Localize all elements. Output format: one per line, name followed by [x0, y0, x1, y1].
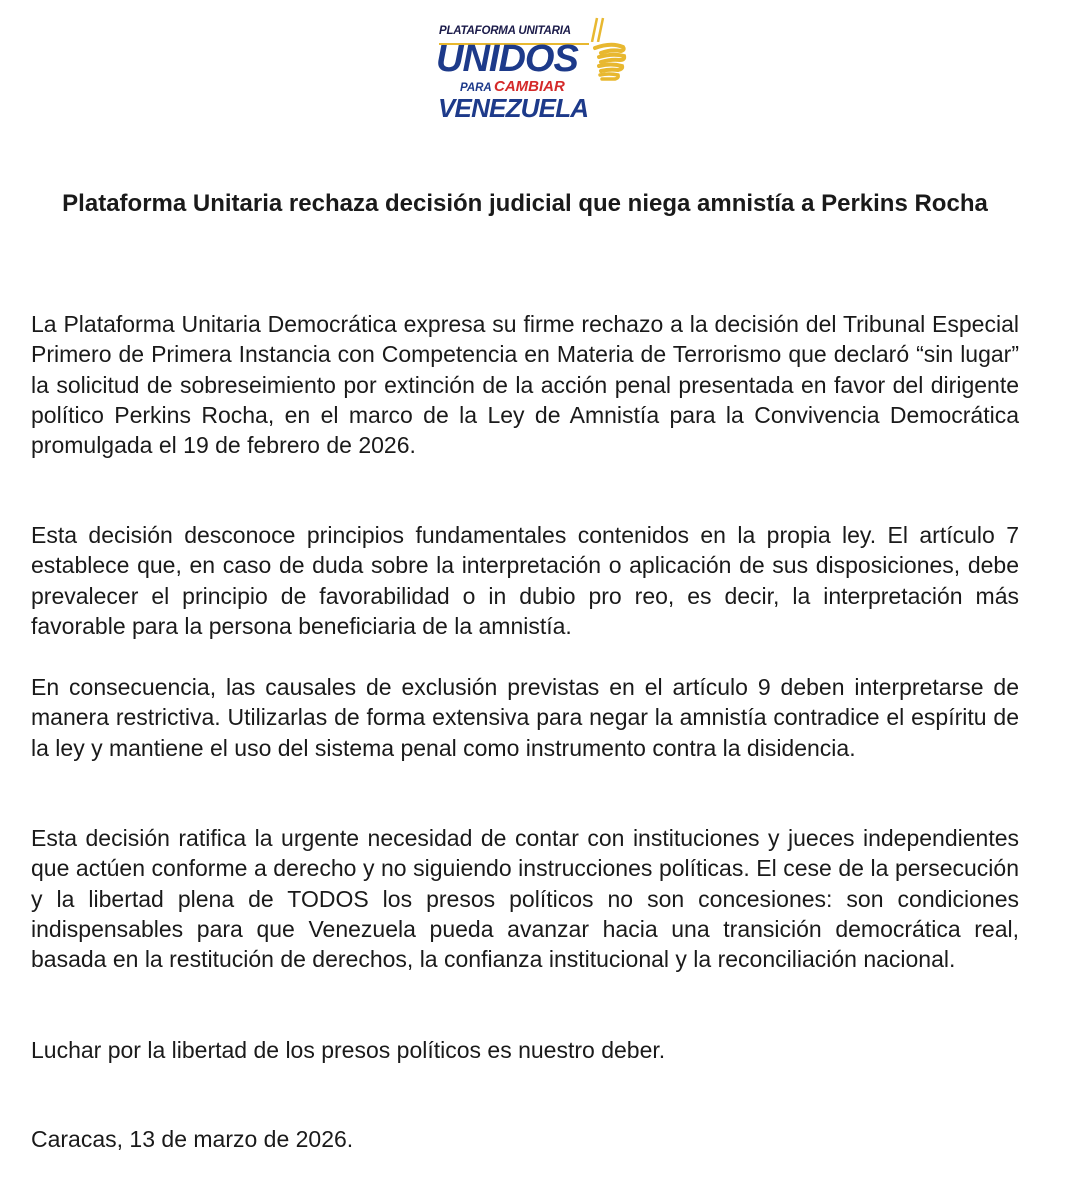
paragraph-5: Luchar por la libertad de los presos políticos es nuestro deber. — [31, 1037, 666, 1063]
paragraph-2: Esta decisión desconoce principios fundamentales contenidos en la propia ley. El artículo 7 establece que, en caso de duda sobre la interpretación o aplicación de sus disposiciones, debe prevalecer el principio de favorabilidad o in dubio pro reo, es decir, la interpretación más favorable para la persona beneficiaria de la amnistía. — [31, 522, 1019, 639]
logo-country-word: VENEZUELA — [438, 93, 589, 123]
paragraph-4: Esta decisión ratifica la urgente necesidad de contar con instituciones y jueces independientes que actúen conforme a derecho y no siguiendo instrucciones políticas. El cese de la persecución y la libertad plena de TODOS los presos políticos no son concesiones: son condiciones indispensables para que Venezuela pueda avanzar hacia una transición democrática real, basada en la restitución de derechos, la confianza institucional y la reconciliación nacional. — [31, 825, 1019, 973]
logo-top-line: PLATAFORMA UNITARIA — [439, 25, 571, 37]
document-title: Plataforma Unitaria rechaza decisión judicial que niega amnistía a Perkins Rocha — [62, 190, 988, 217]
logo-cambiar-word: CAMBIAR — [494, 78, 565, 95]
paragraph-1: La Plataforma Unitaria Democrática expresa su firme rechazo a la decisión del Tribunal Especial Primero de Primera Instancia con Competencia en Materia de Terrorismo que declaró “sin lugar” la solicitud de sobreseimiento por extinción de la acción penal presentada en favor del dirigente político Perkins Rocha, en el marco de la Ley de Amnistía para la Convivencia Democrática promulgada el 19 de febrero de 2026. — [31, 311, 1019, 459]
logo-main-word: UNIDOS — [436, 38, 578, 80]
logo-para-word: PARA — [460, 82, 492, 94]
organization-logo — [436, 16, 636, 126]
place-date-signature: Caracas, 13 de marzo de 2026. — [31, 1126, 354, 1152]
logo-slashes-icon — [586, 16, 606, 42]
paragraph-3: En consecuencia, las causales de exclusión previstas en el artículo 9 deben interpretarse de manera restrictiva. Utilizarlas de forma extensiva para negar la amnistía contradice el espíritu de la ley y mantiene el uso del sistema penal como instrumento contra la disidencia. — [31, 674, 1019, 761]
thumbs-up-icon — [591, 42, 629, 82]
